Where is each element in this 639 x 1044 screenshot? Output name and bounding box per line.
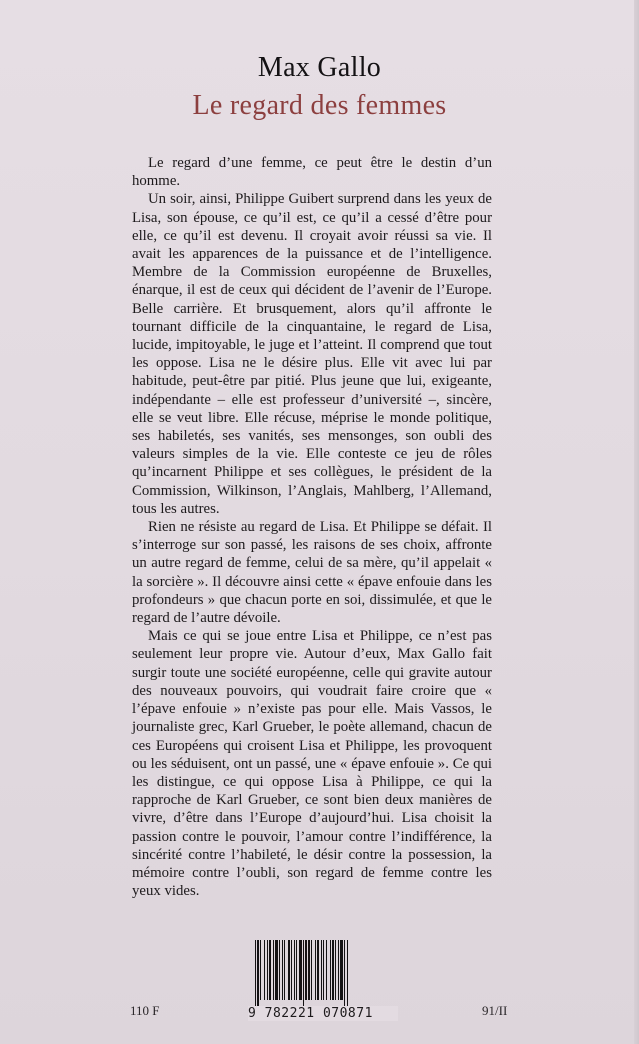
barcode-bar bbox=[330, 940, 331, 1000]
barcode-bar bbox=[288, 940, 290, 1000]
barcode-bar bbox=[267, 940, 268, 1000]
blurb-paragraph: Mais ce qui se joue entre Lisa et Philippe, ce n’est pas seulement leur propre vie. Autour d’eux, Max Gallo fait surgir toute une société européenne, celle qui gravite autour des nouveaux pouvoirs, qui voudrait faire croire que « l’épave enfouie » n’existe pas pour elle. Mais Vassos, le journaliste grec, Karl Grueber, le poète allemand, chacun de ces Européens qui croisent Lisa et Philippe, les provoquent ou les séduisent, ont un passé, une « épave enfouie ». Ce qui les distingue, ce qui oppose Lisa à Philippe, ce qui la rapproche de Karl Grueber, ce sont bien deux manières de vivre, d’être dans l’Europe d’aujourd’hui. Lisa choisit la passion contre le pouvoir, l’amour contre l’indifférence, la sincérité contre l’habileté, le désir contre la possession, la mémoire contre l’oubli, son regard de femme contre les yeux vides. bbox=[132, 628, 492, 900]
blurb-paragraph: Un soir, ainsi, Philippe Guibert surprend dans les yeux de Lisa, son épouse, ce qu’il est, ce qu’il a cessé d’être pour elle, ce qu’il est devenu. Il croyait avoir réussi sa vie. Il avait les apparences de la puissance et de l’intelligence. Membre de la Commission européenne de Bruxelles, énarque, il est de ceux qui décident de l’avenir de l’Europe. Belle carrière. Et brusquement, alors qu’il affronte le tournant difficile de la cinquantaine, le regard de Lisa, lucide, impitoyable, le juge et l’atteint. Il comprend que tout les oppose. Lisa ne le désire plus. Elle vit avec lui par habitude, peut-être par pitié. Plus jeune que lui, exigeante, indépendante – elle est professeur d’université –, sincère, elle se veut libre. Elle récuse, méprise le monde politique, ses habiletés, ses vanités, ses mensonges, son oubli des valeurs simples de la vie. Elle conteste ce jeu de rôles qu’incarnent Philippe et ses collègues, le président de la Commission, Wilkinson, l’Anglais, Mahlberg, l’Allemand, tous les autres. bbox=[132, 191, 492, 517]
barcode-bar bbox=[323, 940, 324, 1000]
barcode-bar bbox=[294, 940, 295, 1000]
barcode-bar bbox=[260, 940, 261, 1000]
price-label: 110 F bbox=[130, 1003, 160, 1018]
barcode-bar bbox=[296, 940, 297, 1000]
isbn-number: 9 782221 070871 bbox=[248, 1006, 398, 1021]
barcode-bar bbox=[317, 940, 319, 1000]
blurb-text bbox=[132, 154, 492, 900]
barcode-bar bbox=[282, 940, 283, 1000]
barcode-bar bbox=[347, 940, 348, 1006]
catalog-code: 91/II bbox=[482, 1003, 508, 1018]
barcode-bar bbox=[335, 940, 336, 1000]
barcode-bar bbox=[326, 940, 327, 1000]
barcode-bar bbox=[311, 940, 312, 1000]
barcode-bar bbox=[299, 940, 302, 1000]
barcode-bar bbox=[255, 940, 256, 1006]
book-title: Le regard des femmes bbox=[192, 90, 447, 121]
barcode-bar bbox=[269, 940, 271, 1000]
barcode-bar bbox=[321, 940, 322, 1000]
barcode-bar bbox=[279, 940, 280, 1000]
barcode-bar bbox=[344, 940, 345, 1006]
barcode-bar bbox=[284, 940, 285, 1000]
barcode-bar bbox=[332, 940, 334, 1000]
barcode-bar bbox=[305, 940, 307, 1000]
barcode-bar bbox=[291, 940, 292, 1000]
blurb-paragraph: Rien ne résiste au regard de Lisa. Et Philippe se défait. Il s’interroge sur son passé, les raisons de ses choix, affronte un autre regard de femme, celui de sa mère, qu’il appelait « la sorcière ». Il découvre ainsi cette « épave enfouie dans les profondeurs » que chacun porte en soi, dissimulée, et que le regard de l’autre dévoile. bbox=[132, 519, 492, 627]
blurb-paragraph: Le regard d’une femme, ce peut être le destin d’un homme. bbox=[132, 155, 492, 190]
barcode-bar bbox=[264, 940, 265, 1000]
barcode-bar bbox=[308, 940, 310, 1000]
author-name: Max Gallo bbox=[257, 52, 382, 83]
barcode-bar bbox=[275, 940, 278, 1000]
barcode-bar bbox=[338, 940, 339, 1000]
barcode-bar bbox=[303, 940, 304, 1006]
barcode-bar bbox=[257, 940, 259, 1006]
barcode-bar bbox=[315, 940, 316, 1000]
cover-edge bbox=[634, 0, 639, 1044]
barcode-bar bbox=[273, 940, 274, 1000]
barcode-bar bbox=[340, 940, 343, 1000]
